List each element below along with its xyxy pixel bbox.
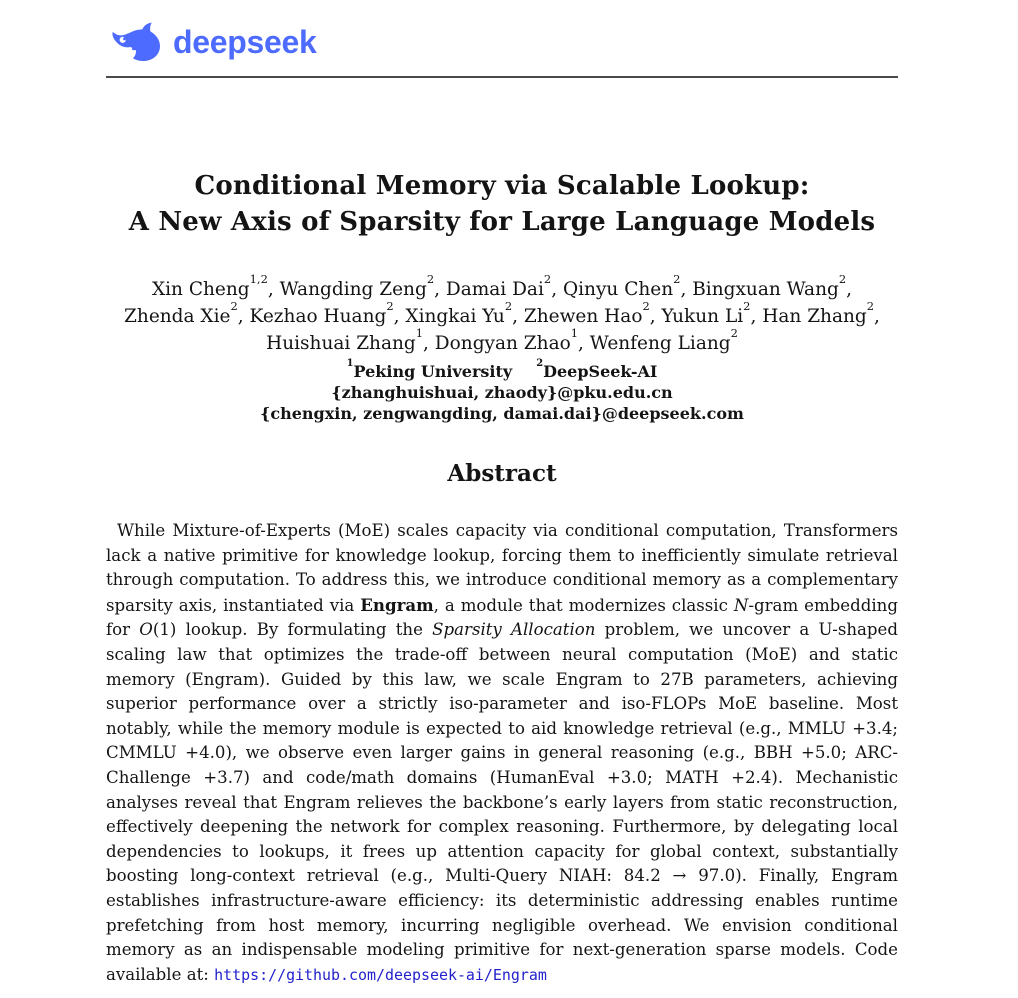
email-pku: {zhanghuishuai, zhaody}@pku.edu.cn — [331, 383, 673, 402]
deepseek-wordmark: deepseek — [173, 24, 317, 60]
author-line-2: Zhenda Xie$^2$, Kezhao Huang$^2$, Xingkai Yu$^2$, Zhewen Hao$^2$, Yukun Li$^2$, Han Zhang$^2$, — [124, 298, 880, 327]
author-line-1: Xin Cheng$^{1,2}$, Wangding Zeng$^2$, Damai Dai$^2$, Qinyu Chen$^2$, Bingxuan Wang$^2$, — [151, 271, 853, 300]
header-divider — [106, 76, 898, 78]
deepseek-whale-icon — [106, 22, 164, 67]
paper-title-line1: Conditional Memory via Scalable Lookup: — [194, 171, 810, 201]
paper-title-line2: A New Axis of Sparsity for Large Language Models — [128, 207, 876, 237]
abstract-heading: Abstract — [447, 460, 557, 487]
email-deepseek: {chengxin, zengwangding, damai.dai}@deepseek.com — [260, 404, 744, 423]
deepseek-logo — [106, 20, 898, 68]
code-link[interactable]: https://github.com/deepseek-ai/Engram — [214, 965, 547, 984]
author-line-3: Huishuai Zhang$^1$, Dongyan Zhao$^1$, Wenfeng Liang$^2$ — [266, 325, 738, 354]
author-list — [106, 271, 898, 357]
affiliations-line: $^1$Peking University $^2$DeepSeek-AI — [346, 358, 658, 381]
page-header — [106, 20, 898, 78]
abstract-paragraph: While Mixture-of-Experts (MoE) scales capacity via conditional computation, Transformers lack a native primitive for knowledge lookup, forcing them to inefficiently simulate retrieval through computation. To address this, we introduce conditional memory as a complementary sparsity axis, instantiated via Engram, a module that modernizes classic N-gram embedding for O(1) lookup. By formulating the Sparsity Allocation problem, we uncover a U-shaped scaling law that optimizes the trade-off between neural computation (MoE) and static memory (Engram). Guided by this law, we scale Engram to 27B parameters, achieving superior performance over a strictly iso-parameter and iso-FLOPs MoE baseline. Most notably, while the memory module is expected to aid knowledge retrieval (e.g., MMLU +3.4; CMMLU +4.0), we observe even larger gains in general reasoning (e.g., BBH +5.0; ARC-Challenge +3.7) and code/math domains (HumanEval +3.0; MATH +2.4). Mechanistic analyses reveal that Engram relieves the backbone’s early layers from static reconstruction, effectively deepening the network for complex reasoning. Furthermore, by delegating local dependencies to lookups, it frees up attention capacity for global context, substantially boosting long-context retrieval (e.g., Multi-Query NIAH: 84.2 → 97.0). Finally, Engram establishes infrastructure-aware efficiency: its deterministic addressing enables runtime prefetching from host memory, incurring negligible overhead. We envision conditional memory as an indispensable modeling primitive for next-generation sparse models. Code available at: https://github.com/deepseek-ai/Engram — [106, 521, 898, 984]
paper-title — [106, 168, 898, 240]
